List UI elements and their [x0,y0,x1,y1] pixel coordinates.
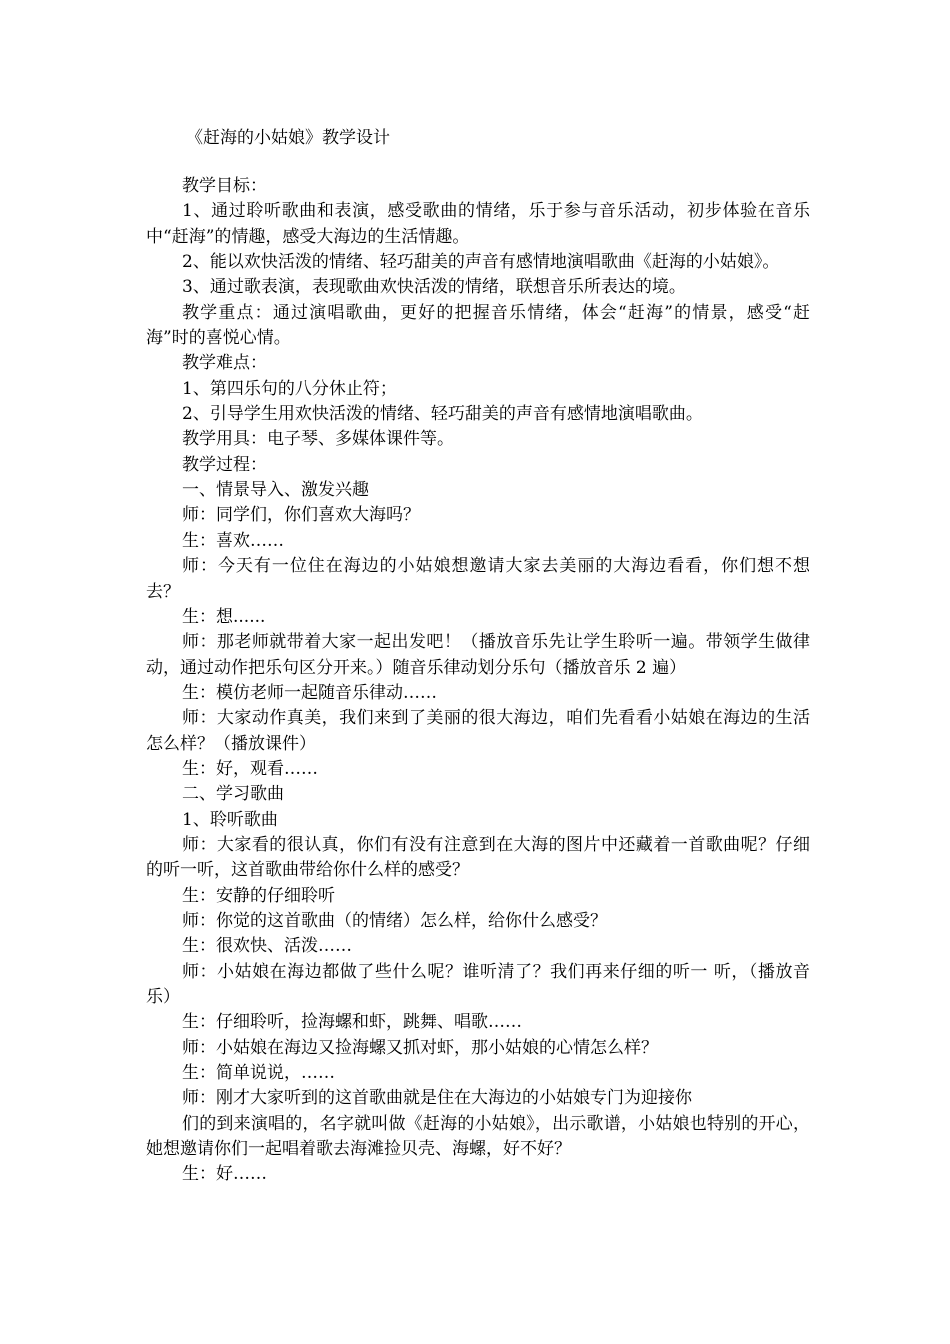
paragraph: 生：很欢快、活泼…… [182,936,352,957]
paragraph: 生：想...... [182,606,266,627]
document-title: 《赶海的小姑娘》教学设计 [186,128,390,148]
paragraph: 教学过程： [182,454,267,475]
paragraph: 生：模仿老师一起随音乐律动…… [182,682,437,703]
paragraph: 师：大家动作真美，我们来到了美丽的很大海边，咱们先看看小姑娘在海边的生活怎么样？（播放课件） [146,708,810,754]
paragraph: 师：大家看的很认真，你们有没有注意到在大海的图片中还藏着一首歌曲呢？仔细的听一听，这首歌曲带给你什么样的感受？ [146,834,810,881]
paragraph: 二、学习歌曲 [182,784,284,805]
paragraph: 师：同学们，你们喜欢大海吗？ [182,505,420,526]
paragraph: 师：刚才大家听到的这首歌曲就是住在大海边的小姑娘专门为迎接你 [182,1088,692,1109]
paragraph: 3、通过歌表演，表现歌曲欢快活泼的情绪，联想音乐所表达的境。 [182,277,686,298]
paragraph: 1、聆听歌曲 [182,809,278,830]
paragraph: 1、第四乐句的八分休止符； [182,378,397,399]
paragraph: 生：安静的仔细聆听 [182,885,335,906]
paragraph: 生：好，观看…… [182,758,318,779]
paragraph: 教学难点： [182,353,267,374]
document-body [146,174,810,1188]
paragraph: 师：今天有一位住在海边的小姑娘想邀请大家去美丽的大海边看看，你们想不想去？ [146,556,810,602]
paragraph: 1、通过聆听歌曲和表演，感受歌曲的情绪，乐于参与音乐活动，初步体验在音乐中“赶海”的情趣，感受大海边的生活情趣。 [146,201,810,247]
paragraph: 师：小姑娘在海边都做了些什么呢？谁听清了？我们再来仔细的听一 听，（播放音乐） [146,961,810,1007]
paragraph: 教学重点：通过演唱歌曲，更好的把握音乐情绪，体会“赶海”的情景，感受“赶海”时的喜悦心情。 [146,302,810,349]
paragraph: 生：简单说说，…… [182,1063,335,1084]
paragraph: 师：你觉的这首歌曲（的情绪）怎么样，给你什么感受？ [182,910,607,931]
paragraph: 一、情景导入、激发兴趣 [182,480,369,501]
paragraph: 2、引导学生用欢快活泼的情绪、轻巧甜美的声音有感情地演唱歌曲。 [182,404,703,425]
paragraph: 师：小姑娘在海边又捡海螺又抓对虾，那小姑娘的心情怎么样？ [182,1037,658,1058]
paragraph: 教学用具：电子琴、多媒体课件等。 [182,429,454,450]
paragraph: 生：好…… [182,1164,267,1185]
paragraph: 生：仔细聆听，捡海螺和虾，跳舞、唱歌…… [182,1012,522,1033]
paragraph: 2、能以欢快活泼的情绪、轻巧甜美的声音有感情地演唱歌曲《赶海的小姑娘》。 [182,252,780,273]
paragraph: 生：喜欢…… [182,530,284,551]
paragraph: 们的到来演唱的，名字就叫做《赶海的小姑娘》，出示歌谱，小姑娘也特别的开心，她想邀请你们一起唱着歌去海滩捡贝壳、海螺，好不好？ [146,1113,810,1160]
paragraph: 师：那老师就带着大家一起出发吧！（播放音乐先让学生聆听一遍。带领学生做律动，通过动作把乐句区分开来。）随音乐律动划分乐句（播放音乐 2 遍） [146,632,810,678]
paragraph: 教学目标： [182,176,267,196]
